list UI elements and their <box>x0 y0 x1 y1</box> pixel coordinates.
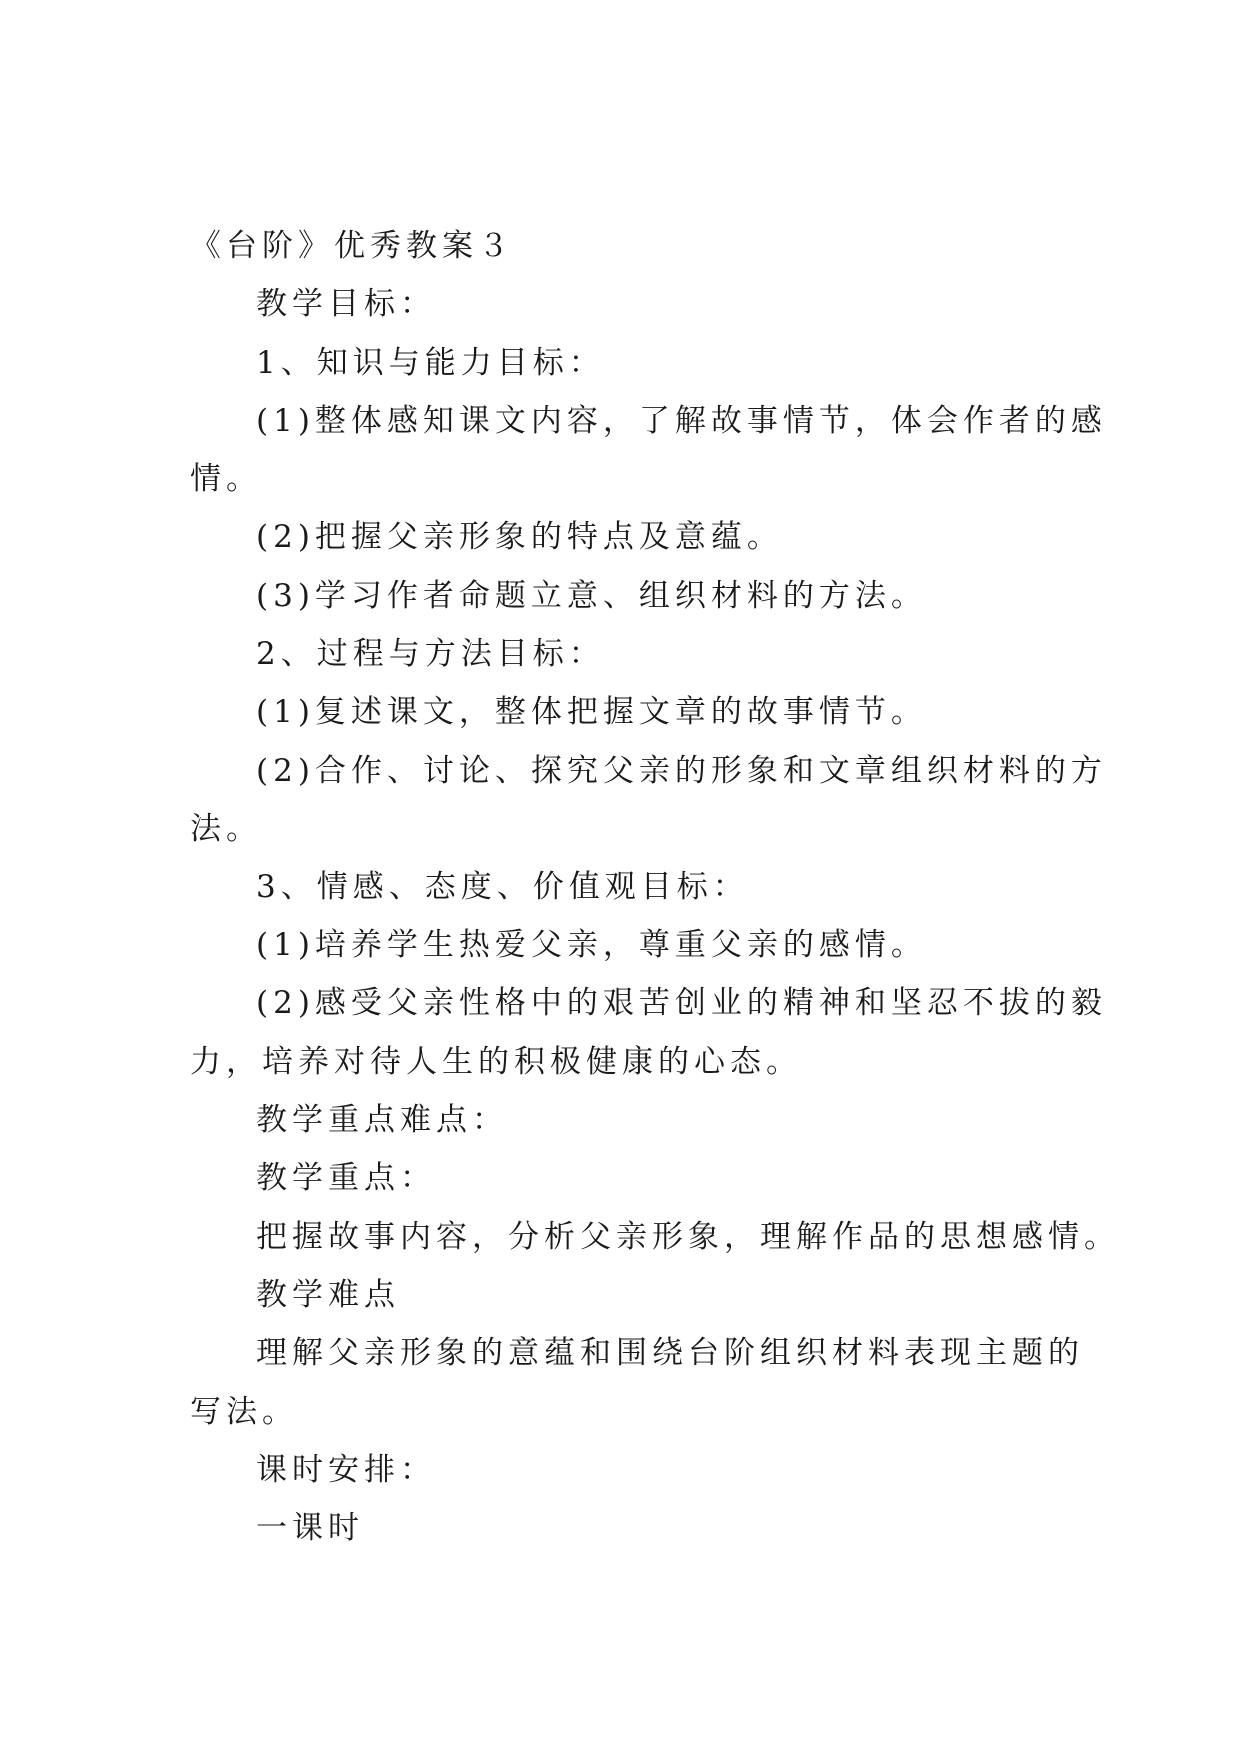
objective-item: (1)整体感知课文内容，了解故事情节，体会作者的感 <box>256 403 1107 439</box>
objective-item: (2)把握父亲形象的特点及意蕴。 <box>256 519 783 555</box>
objective-item-continued: 情。 <box>190 461 262 497</box>
objective-item-continued: 法。 <box>190 811 262 847</box>
section-heading-key-points: 教学重点难点： <box>256 1102 508 1138</box>
objective-item: (1)培养学生热爱父亲，尊重父亲的感情。 <box>256 927 927 963</box>
objective-item: (2)感受父亲性格中的艰苦创业的精神和坚忍不拔的毅 <box>256 985 1107 1021</box>
key-point-text: 把握故事内容，分析父亲形象，理解作品的思想感情。 <box>256 1219 1120 1255</box>
objective-heading-process: 2、过程与方法目标： <box>256 636 605 672</box>
objective-heading-emotion: 3、情感、态度、价值观目标： <box>256 869 749 905</box>
objective-item: (3)学习作者命题立意、组织材料的方法。 <box>256 578 927 614</box>
difficult-point-text: 理解父亲形象的意蕴和围绕台阶组织材料表现主题的 <box>256 1335 1084 1371</box>
difficult-point-text-continued: 写法。 <box>190 1394 298 1430</box>
objective-item: (1)复述课文，整体把握文章的故事情节。 <box>256 694 927 730</box>
objective-item: (2)合作、讨论、探究父亲的形象和文章组织材料的方 <box>256 753 1107 789</box>
objective-item-continued: 力，培养对待人生的积极健康的心态。 <box>190 1044 802 1080</box>
subheading-key-point: 教学重点： <box>256 1160 436 1196</box>
document-title: 《台阶》优秀教案３ <box>190 228 514 264</box>
schedule-text: 一课时 <box>256 1510 364 1546</box>
objective-heading-knowledge: 1、知识与能力目标： <box>256 345 605 381</box>
section-heading-objectives: 教学目标： <box>256 286 436 322</box>
section-heading-schedule: 课时安排： <box>256 1452 436 1488</box>
subheading-difficult-point: 教学难点 <box>256 1277 400 1313</box>
